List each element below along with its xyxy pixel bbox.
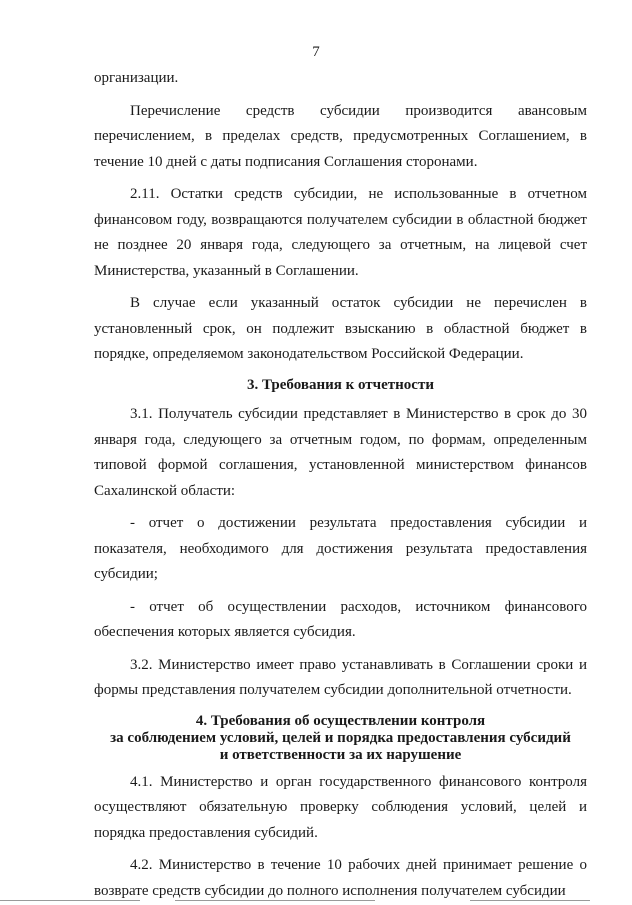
page-number: 7 xyxy=(312,44,320,60)
scan-edge-line xyxy=(0,900,140,901)
paragraph: организации. xyxy=(94,70,179,86)
section-heading-line: 4. Требования об осуществлении контроля xyxy=(195,712,486,729)
paragraph: В случае если указанный остаток субсидии не перечислен в установленный срок, он подлежит взысканию в областной бюджет в порядке, определяемом законодательством Российской Федерации. xyxy=(94,295,587,362)
scan-edge-line xyxy=(470,900,590,901)
section-heading-line: и ответственности за их нарушение xyxy=(219,746,462,763)
paragraph: Перечисление средств субсидии производится авансовым перечислением, в пределах средств, предусмотренных Соглашением, в течение 10 дней с даты подписания Соглашения сторонами. xyxy=(94,102,587,170)
section-heading xyxy=(94,713,587,764)
scan-edge-line xyxy=(175,900,375,901)
paragraph: 4.1. Министерство и орган государственного финансового контроля осуществляют обязательную проверку соблюдения условий, целей и порядка предоставления субсидий. xyxy=(94,773,587,841)
section-heading-line: за соблюдением условий, целей и порядка предоставления субсидий xyxy=(110,729,571,746)
document-body xyxy=(94,66,587,904)
list-item: - отчет об осуществлении расходов, источником финансового обеспечения которых является субсидия. xyxy=(94,598,587,640)
paragraph: 3.2. Министерство имеет право устанавливать в Соглашении сроки и формы представления получателем субсидии дополнительной отчетности. xyxy=(94,656,587,698)
paragraph: 2.11. Остатки средств субсидии, не использованные в отчетном финансовом году, возвращаются получателем субсидии в областной бюджет не позднее 20 января года, следующего за отчетным, на лицевой счет Министерства, указанный в Соглашении. xyxy=(94,186,587,279)
section-heading: 3. Требования к отчетности xyxy=(247,376,434,393)
paragraph: 3.1. Получатель субсидии представляет в Министерство в срок до 30 января года, следующего за отчетным годом, по формам, определенным типовой формой соглашения, установленной министерством финансов Сахалинской области: xyxy=(94,406,587,499)
paragraph: 4.2. Министерство в течение 10 рабочих дней принимает решение о возврате средств субсидии до полного исполнения получателем субсидии xyxy=(94,857,587,899)
list-item: - отчет о достижении результата предоставления субсидии и показателя, необходимого для достижения результата предоставления субсидии; xyxy=(94,515,587,582)
